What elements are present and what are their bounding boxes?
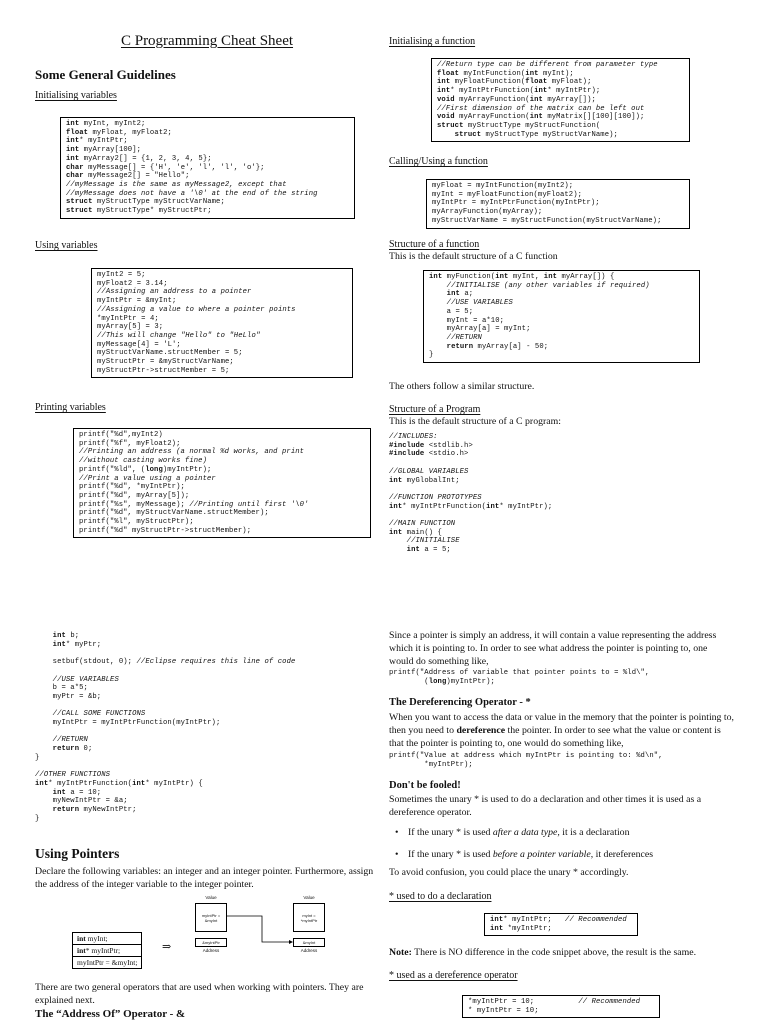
code-line: printf("%ld", (long)myIntPtr); (79, 465, 212, 474)
code-line: printf("%s", myMessage); //Printing until first '\0' (79, 500, 309, 509)
deref-heading: The Dereferencing Operator - * (389, 697, 531, 708)
code-line: int* myIntPtrFunction(int* myIntPtr) { (35, 779, 203, 788)
code-line: //RETURN (52, 736, 88, 745)
code-line: printf("Value at address which myIntPtr is pointing to: %d\n", (389, 752, 663, 760)
code-line: float myFloat, myFloat2; (66, 128, 172, 137)
code-line: myStructVarName.structMember = 5; (97, 349, 243, 358)
code-line: //Printing an address (a normal %d works, and print (79, 448, 305, 457)
code-line: //INITIALISE (any other variables if required) (446, 281, 650, 290)
decl-row-2: int* myIntPtr; (73, 945, 142, 957)
code-line: int main() { (389, 528, 442, 537)
code-line: //GLOBAL VARIABLES (389, 467, 469, 476)
main-cont-code (35, 632, 295, 823)
code-line: //INITIALISE (406, 537, 460, 546)
int-value-text: myInt = *myIntPtr (300, 913, 318, 923)
deref-op-code-block (462, 995, 660, 1018)
note-text (389, 946, 696, 959)
structure-prog-code (389, 433, 552, 555)
code-line: return 0; (52, 745, 93, 754)
bullet-2-italic: before a pointer variable (492, 849, 591, 860)
fooled-text: Sometimes the unary * is used to do a declaration and other times it is used as a dereference operator. (389, 794, 702, 818)
code-line (35, 763, 295, 772)
avoid-text: To avoid confusion, you could place the unary * accordingly. (389, 867, 629, 878)
pointer-arrow-icon (192, 895, 332, 960)
page-title: C Programming Cheat Sheet (120, 33, 294, 49)
code-line: myArray[5] = 3; (97, 323, 164, 332)
ptr-value-text: myIntPtr = &myInt (201, 913, 221, 923)
code-line: myIntPtr = myIntPtrFunction(myIntPtr); (35, 719, 221, 728)
code-line: myStructPtr = &myStructVarName; (97, 358, 234, 367)
code-line: #include <stdlib.h> (389, 441, 473, 450)
code-line: struct myStructType myStructFunction( (437, 121, 601, 130)
structure-prog-text: This is the default structure of a C program: (389, 416, 561, 427)
code-line: printf("%d",myInt2) (79, 431, 163, 439)
code-line: int* myPtr; (52, 640, 102, 649)
code-line: myNewIntPtr = &a; (35, 797, 128, 806)
code-line: //Assigning an address to a pointer (97, 288, 252, 297)
code-line: //USE VARIABLES (446, 299, 513, 308)
code-line: int* myIntPtr; (66, 137, 128, 146)
code-line: //MAIN FUNCTION (389, 520, 456, 529)
fooled-heading: Don't be fooled! (389, 780, 461, 791)
code-line: myStructPtr->structMember = 5; (97, 366, 230, 375)
code-line: a = 5; (429, 307, 474, 316)
code-line: b = a*5; (35, 684, 88, 693)
code-line: int* myIntPtrFunction(int* myIntPtr); (437, 87, 601, 96)
code-line: //Print a value using a pointer (79, 474, 216, 483)
pointer-text: Since a pointer is simply an address, it will contain a value representing the address which it is pointing to. In order to see what address the pointer is pointing to, one would do something like, (389, 630, 717, 667)
decl-code-block (484, 913, 638, 936)
bullet-list (392, 826, 732, 870)
code-line: myStructVarName = myStructFunction(myStructVarName); (432, 216, 662, 225)
code-line: struct myStructType myStructVarName; (66, 198, 225, 207)
code-line: //OTHER FUNCTIONS (35, 771, 111, 780)
ptr-address-text: &myIntPtr (202, 940, 220, 945)
decl-row-1: int myInt; (73, 933, 142, 945)
code-line: int* myIntPtr; // Recommended (490, 916, 627, 924)
deref-text-part-2: the pointer. In order to see what the value or content is that the pointer is pointing to, one would do something like, (389, 725, 721, 749)
code-line: myMessage[4] = 'L'; (97, 340, 181, 349)
address-of-heading: The “Address Of” Operator - & (35, 1008, 186, 1020)
arrow-icon: ⇒ (162, 940, 172, 953)
ptr-value-label: Value (205, 895, 217, 900)
decl-heading: * used to do a declaration (389, 891, 492, 902)
code-line (389, 459, 552, 468)
code-line (35, 649, 295, 658)
code-line: myFloat2 = 3.14; (97, 279, 168, 288)
code-line (35, 667, 295, 676)
code-line: return myArray[a] - 50; (446, 342, 549, 351)
code-line: //INCLUDES: (389, 433, 438, 441)
init-func-heading: Initialising a function (389, 36, 476, 47)
code-line: #include <stdio.h> (389, 450, 469, 459)
code-line: void myArrayFunction(int myMatrix[][100][100]); (437, 113, 645, 122)
calling-code-block (426, 179, 690, 229)
code-line: char myMessage2[] = "Hello"; (66, 172, 190, 181)
code-line: } (35, 753, 40, 762)
deref-text-part-1: When you want to access the data or value in the memory that the pointer is pointing to, then you need to (389, 712, 734, 736)
code-line: myIntPtr = myIntPtrFunction(myIntPtr); (432, 199, 600, 208)
code-line: int *myIntPtr; (490, 924, 552, 933)
code-line: myInt = myFloatFunction(myFloat2); (432, 190, 583, 199)
using-pointers-heading: Using Pointers (35, 846, 120, 861)
code-line: struct myStructType myStructVarName); (454, 130, 618, 139)
memory-diagram (192, 895, 332, 960)
bullet-1-text: If the unary * is used (408, 827, 493, 838)
others-text: The others follow a similar structure. (389, 381, 535, 392)
code-line: void myArrayFunction(int myArray[]); (437, 95, 596, 104)
code-line: int* myIntPtrFunction(int* myIntPtr); (389, 502, 553, 511)
code-line: float myIntFunction(int myInt); (437, 69, 574, 78)
declaration-table (72, 932, 142, 969)
code-line: int myFunction(int myInt, int myArray[]) { (429, 273, 615, 281)
init-func-code-block (431, 58, 690, 142)
bullet-item-dereference (392, 848, 732, 861)
code-line: //without casting works fine) (79, 457, 207, 466)
bullet-2-text: If the unary * is used (408, 849, 493, 860)
deref-code (389, 752, 663, 769)
int-value-label: Value (303, 895, 315, 900)
code-line: //FUNCTION PROTOTYPES (389, 493, 482, 502)
code-line (35, 728, 295, 737)
deref-bold: dereference (456, 725, 506, 736)
operators-text: There are two general operators that are used when working with pointers. They are explained next. (35, 982, 364, 1006)
code-line: } (35, 814, 40, 823)
code-line: int myInt, myInt2; (66, 120, 146, 128)
printing-code-block (73, 428, 371, 538)
code-line: //Assigning a value to where a pointer points (97, 305, 296, 314)
init-vars-code-block (60, 117, 355, 219)
code-line: myArrayFunction(myArray); (432, 208, 543, 217)
init-vars-heading: Initialising variables (35, 90, 117, 101)
using-pointers-text: Declare the following variables: an integer and an integer pointer. Furthermore, assign the address of the integer variable to the integer pointer. (35, 866, 374, 890)
code-line: myInt2 = 5; (97, 271, 146, 279)
note-label: Note: (389, 947, 412, 958)
code-line: //myMessage does not have a '\0' at the end of the string (66, 189, 318, 198)
code-line: printf("%d", myArray[5]); (79, 491, 190, 500)
code-line: //myMessage is the same as myMessage2, except that (66, 180, 287, 189)
decl-row-3: myIntPtr = &myInt; (73, 957, 142, 969)
using-vars-code-block (91, 268, 353, 378)
code-line: printf("%f", myFloat2); (79, 439, 181, 448)
code-line (389, 485, 552, 494)
code-line: //This will change "Hello" to "HeLlo" (97, 331, 261, 340)
code-line (389, 511, 552, 520)
code-line: *myIntPtr = 4; (97, 314, 159, 323)
code-line: int a = 5; (406, 546, 451, 555)
code-line: char myMessage[] = {'H', 'e', 'l', 'l', 'o'}; (66, 163, 265, 172)
code-line: return myNewIntPtr; (52, 806, 137, 815)
code-line: myPtr = &b; (35, 692, 102, 701)
code-line: myInt = a*10; (429, 316, 505, 325)
code-line: printf("%d", myStructVarName.structMember); (79, 509, 269, 518)
code-line: int b; (52, 632, 80, 640)
code-line: int myGlobalInt; (389, 476, 460, 485)
code-line: int a = 10; (52, 788, 102, 797)
code-line: int a; (446, 290, 474, 299)
pointer-code (389, 669, 649, 686)
structure-func-heading: Structure of a function (389, 239, 480, 250)
code-line: //USE VARIABLES (52, 675, 119, 684)
code-line: int myFloatFunction(float myFloat); (437, 78, 592, 87)
bullet-2-end: , it dereferences (590, 849, 654, 860)
int-address-label: Address (300, 948, 318, 953)
code-line: int myArray[100]; (66, 146, 142, 155)
code-line: setbuf(stdout, 0); //Eclipse requires this line of code (35, 658, 296, 667)
structure-prog-heading: Structure of a Program (389, 404, 481, 415)
code-line: *myIntPtr); (389, 760, 473, 769)
code-line: } (429, 351, 434, 360)
note-body: There is NO difference in the code snippet above, the result is the same. (411, 947, 697, 958)
code-line: //CALL SOME FUNCTIONS (52, 710, 146, 719)
code-line: *myIntPtr = 10; // Recommended (468, 998, 641, 1006)
code-line: struct myStructType* myStructPtr; (66, 207, 212, 216)
bullet-item-declaration (392, 826, 732, 839)
calling-heading: Calling/Using a function (389, 156, 488, 167)
structure-func-text: This is the default structure of a C function (389, 251, 558, 262)
code-line: //First dimension of the matrix can be left out (437, 104, 645, 113)
code-line: int myArray2[] = {1, 2, 3, 4, 5}; (66, 154, 212, 163)
code-line: printf("%l", myStructPtr); (79, 518, 194, 527)
bullet-1-end: , it is a declaration (557, 827, 630, 838)
code-line: (long)myIntPtr); (389, 677, 495, 686)
code-line: myIntPtr = &myInt; (97, 297, 177, 306)
code-line: * myIntPtr = 10; (468, 1006, 539, 1015)
code-line: //Return type can be different from parameter type (437, 61, 658, 69)
deref-op-heading: * used as a dereference operator (389, 970, 518, 981)
code-line: printf("%d" myStructPtr->structMember); (79, 526, 252, 535)
code-line: myArray[a] = myInt; (429, 325, 531, 334)
int-address-text: &myInt (302, 940, 316, 945)
code-line: //RETURN (446, 333, 482, 342)
code-line (35, 702, 295, 711)
code-line: printf("%d", *myIntPtr); (79, 483, 185, 492)
using-vars-heading: Using variables (35, 240, 98, 251)
ptr-address-label: Address (202, 948, 220, 953)
code-line: printf("Address of variable that pointer points to = %ld\", (389, 669, 650, 677)
structure-func-code-block (423, 270, 700, 363)
guidelines-heading: Some General Guidelines (35, 67, 176, 82)
bullet-1-italic: after a data type (492, 827, 558, 838)
printing-heading: Printing variables (35, 402, 106, 413)
deref-text (389, 711, 734, 750)
code-line: myFloat = myIntFunction(myInt2); (432, 182, 574, 190)
